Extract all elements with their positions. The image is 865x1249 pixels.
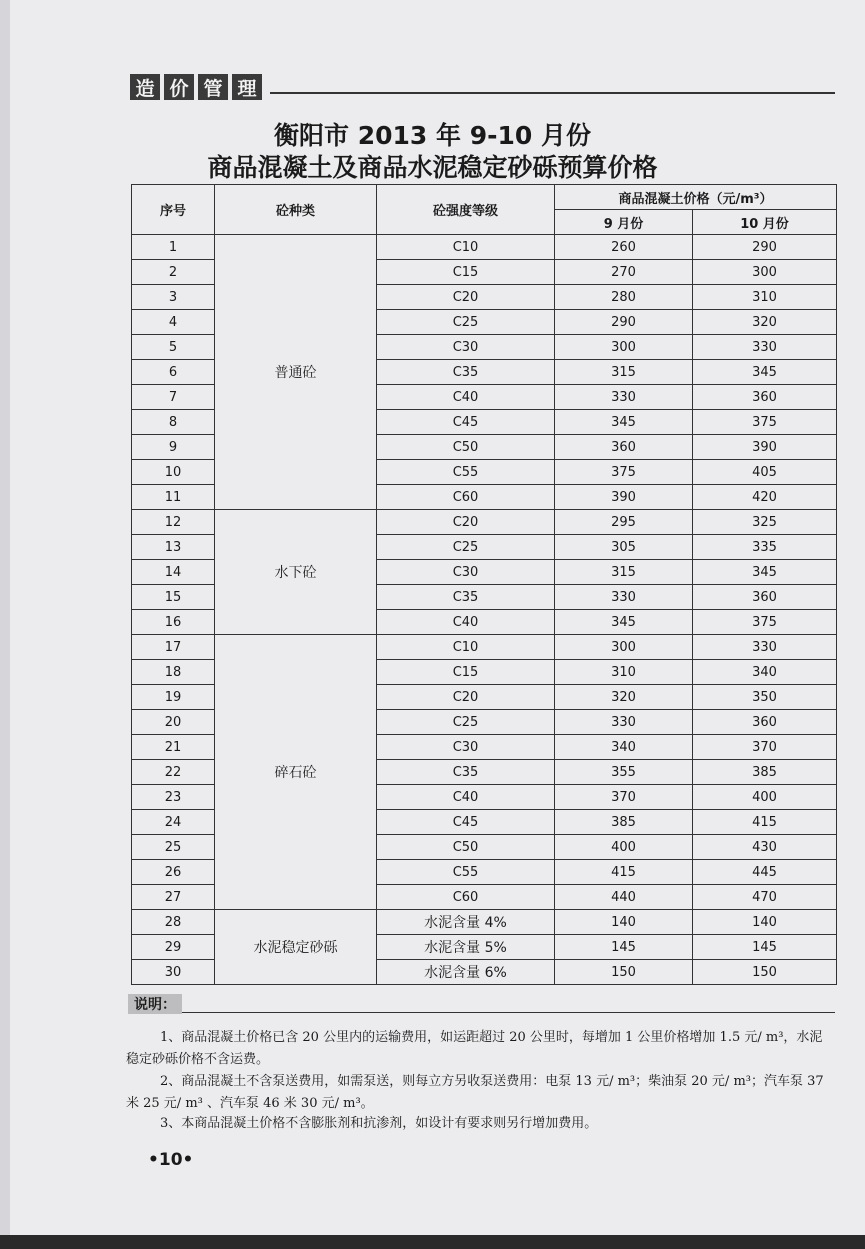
- cell-grade: C30: [377, 560, 555, 585]
- note-3: 3、本商品混凝土价格不含膨胀剂和抗渗剂，如设计有要求则另行增加费用。: [160, 1116, 598, 1131]
- cell-oct: 290: [693, 235, 837, 260]
- table-row: [132, 510, 837, 535]
- table-row: [132, 635, 837, 660]
- cell-no: 30: [132, 960, 215, 985]
- cell-sep: 345: [555, 410, 693, 435]
- cell-sep: 355: [555, 760, 693, 785]
- cell-oct: 360: [693, 385, 837, 410]
- cell-sep: 315: [555, 560, 693, 585]
- header-type: 砼种类: [215, 185, 377, 235]
- cell-sep: 145: [555, 935, 693, 960]
- section-header-char: 管: [198, 74, 228, 100]
- cell-no: 11: [132, 485, 215, 510]
- cell-grade: C40: [377, 610, 555, 635]
- cell-sep: 370: [555, 785, 693, 810]
- cell-oct: 150: [693, 960, 837, 985]
- cell-no: 18: [132, 660, 215, 685]
- cell-oct: 390: [693, 435, 837, 460]
- header-price-group: 商品混凝土价格（元/m³）: [555, 185, 837, 210]
- cell-no: 23: [132, 785, 215, 810]
- cell-grade: C35: [377, 585, 555, 610]
- cell-no: 3: [132, 285, 215, 310]
- cell-oct: 330: [693, 635, 837, 660]
- cell-oct: 345: [693, 560, 837, 585]
- header-sep: 9 月份: [555, 210, 693, 235]
- table-row: [132, 235, 837, 260]
- cell-no: 1: [132, 235, 215, 260]
- cell-sep: 385: [555, 810, 693, 835]
- cell-sep: 310: [555, 660, 693, 685]
- price-table: [131, 184, 837, 985]
- cell-grade: C55: [377, 460, 555, 485]
- cell-oct: 375: [693, 410, 837, 435]
- cell-grade: 水泥含量 4%: [377, 910, 555, 935]
- section-header-char: 理: [232, 74, 262, 100]
- cell-no: 12: [132, 510, 215, 535]
- cell-grade: C55: [377, 860, 555, 885]
- cell-sep: 440: [555, 885, 693, 910]
- cell-sep: 280: [555, 285, 693, 310]
- cell-no: 7: [132, 385, 215, 410]
- cell-grade: C45: [377, 810, 555, 835]
- section-header: [130, 74, 262, 102]
- cell-sep: 300: [555, 635, 693, 660]
- cell-no: 24: [132, 810, 215, 835]
- cell-grade: C15: [377, 260, 555, 285]
- cell-grade: C20: [377, 685, 555, 710]
- cell-no: 8: [132, 410, 215, 435]
- cell-oct: 430: [693, 835, 837, 860]
- cell-oct: 405: [693, 460, 837, 485]
- cell-grade: C45: [377, 410, 555, 435]
- cell-no: 15: [132, 585, 215, 610]
- cell-grade: 水泥含量 6%: [377, 960, 555, 985]
- cell-sep: 300: [555, 335, 693, 360]
- cell-grade: C20: [377, 285, 555, 310]
- cell-oct: 375: [693, 610, 837, 635]
- notes-rule: [182, 1012, 835, 1013]
- cell-grade: C30: [377, 335, 555, 360]
- cell-oct: 140: [693, 910, 837, 935]
- cell-sep: 320: [555, 685, 693, 710]
- cell-no: 13: [132, 535, 215, 560]
- cell-no: 26: [132, 860, 215, 885]
- cell-sep: 330: [555, 585, 693, 610]
- cell-sep: 340: [555, 735, 693, 760]
- cell-no: 14: [132, 560, 215, 585]
- cell-type-underwater: 水下砼: [215, 510, 377, 635]
- cell-no: 4: [132, 310, 215, 335]
- cell-oct: 420: [693, 485, 837, 510]
- page-title-line1: 衡阳市 2013 年 9-10 月份: [274, 121, 591, 150]
- cell-no: 28: [132, 910, 215, 935]
- cell-no: 16: [132, 610, 215, 635]
- page-edge: [0, 0, 10, 1249]
- section-header-char: 造: [130, 74, 160, 100]
- header-no: 序号: [132, 185, 215, 235]
- cell-no: 10: [132, 460, 215, 485]
- cell-type-gravel: 碎石砼: [215, 635, 377, 910]
- cell-oct: 335: [693, 535, 837, 560]
- cell-grade: C35: [377, 760, 555, 785]
- cell-sep: 330: [555, 710, 693, 735]
- cell-sep: 290: [555, 310, 693, 335]
- cell-no: 5: [132, 335, 215, 360]
- cell-no: 17: [132, 635, 215, 660]
- cell-oct: 415: [693, 810, 837, 835]
- cell-no: 20: [132, 710, 215, 735]
- cell-grade: C15: [377, 660, 555, 685]
- cell-grade: C25: [377, 535, 555, 560]
- cell-type-ordinary: 普通砼: [215, 235, 377, 510]
- cell-no: 21: [132, 735, 215, 760]
- table-row: [132, 910, 837, 935]
- cell-sep: 360: [555, 435, 693, 460]
- cell-oct: 340: [693, 660, 837, 685]
- cell-type-stabilized: 水泥稳定砂砾: [215, 910, 377, 985]
- cell-oct: 330: [693, 335, 837, 360]
- cell-sep: 315: [555, 360, 693, 385]
- cell-oct: 370: [693, 735, 837, 760]
- header-rule: [270, 92, 835, 94]
- cell-sep: 150: [555, 960, 693, 985]
- cell-grade: C30: [377, 735, 555, 760]
- cell-grade: C40: [377, 785, 555, 810]
- cell-oct: 400: [693, 785, 837, 810]
- cell-grade: C40: [377, 385, 555, 410]
- section-header-char: 价: [164, 74, 194, 100]
- cell-no: 9: [132, 435, 215, 460]
- cell-grade: C10: [377, 235, 555, 260]
- cell-oct: 310: [693, 285, 837, 310]
- cell-no: 29: [132, 935, 215, 960]
- cell-oct: 385: [693, 760, 837, 785]
- cell-oct: 360: [693, 710, 837, 735]
- cell-oct: 325: [693, 510, 837, 535]
- cell-grade: C10: [377, 635, 555, 660]
- cell-oct: 360: [693, 585, 837, 610]
- cell-sep: 330: [555, 385, 693, 410]
- cell-sep: 400: [555, 835, 693, 860]
- cell-no: 6: [132, 360, 215, 385]
- cell-grade: C50: [377, 435, 555, 460]
- cell-grade: C20: [377, 510, 555, 535]
- page-number: •10•: [148, 1150, 194, 1170]
- cell-sep: 345: [555, 610, 693, 635]
- cell-no: 27: [132, 885, 215, 910]
- cell-no: 2: [132, 260, 215, 285]
- cell-grade: C25: [377, 710, 555, 735]
- cell-sep: 295: [555, 510, 693, 535]
- cell-sep: 270: [555, 260, 693, 285]
- cell-grade: C60: [377, 485, 555, 510]
- header-oct: 10 月份: [693, 210, 837, 235]
- cell-oct: 145: [693, 935, 837, 960]
- cell-oct: 445: [693, 860, 837, 885]
- cell-sep: 305: [555, 535, 693, 560]
- cell-oct: 470: [693, 885, 837, 910]
- cell-no: 22: [132, 760, 215, 785]
- notes-label: 说明：: [128, 994, 182, 1014]
- cell-oct: 300: [693, 260, 837, 285]
- cell-oct: 350: [693, 685, 837, 710]
- cell-sep: 260: [555, 235, 693, 260]
- cell-grade: C50: [377, 835, 555, 860]
- cell-sep: 390: [555, 485, 693, 510]
- cell-sep: 140: [555, 910, 693, 935]
- cell-grade: 水泥含量 5%: [377, 935, 555, 960]
- cell-grade: C35: [377, 360, 555, 385]
- page-title-line2: 商品混凝土及商品水泥稳定砂砾预算价格: [207, 153, 658, 182]
- cell-sep: 415: [555, 860, 693, 885]
- page-bottom-edge: [0, 1235, 865, 1249]
- cell-no: 25: [132, 835, 215, 860]
- cell-no: 19: [132, 685, 215, 710]
- cell-grade: C60: [377, 885, 555, 910]
- header-grade: 砼强度等级: [377, 185, 555, 235]
- cell-oct: 320: [693, 310, 837, 335]
- cell-grade: C25: [377, 310, 555, 335]
- note-1: 1、商品混凝土价格已含 20 公里内的运输费用，如运距超过 20 公里时，每增加 1 公里价格增加 1.5 元/ m³，水泥稳定砂砾价格不含运费。: [126, 1030, 823, 1067]
- cell-oct: 345: [693, 360, 837, 385]
- note-2: 2、商品混凝土不含泵送费用，如需泵送，则每立方另收泵送费用：电泵 13 元/ m³；柴油泵 20 元/ m³；汽车泵 37 米 25 元/ m³ 、汽车泵 46 米 30 元/ m³。: [126, 1074, 824, 1111]
- cell-sep: 375: [555, 460, 693, 485]
